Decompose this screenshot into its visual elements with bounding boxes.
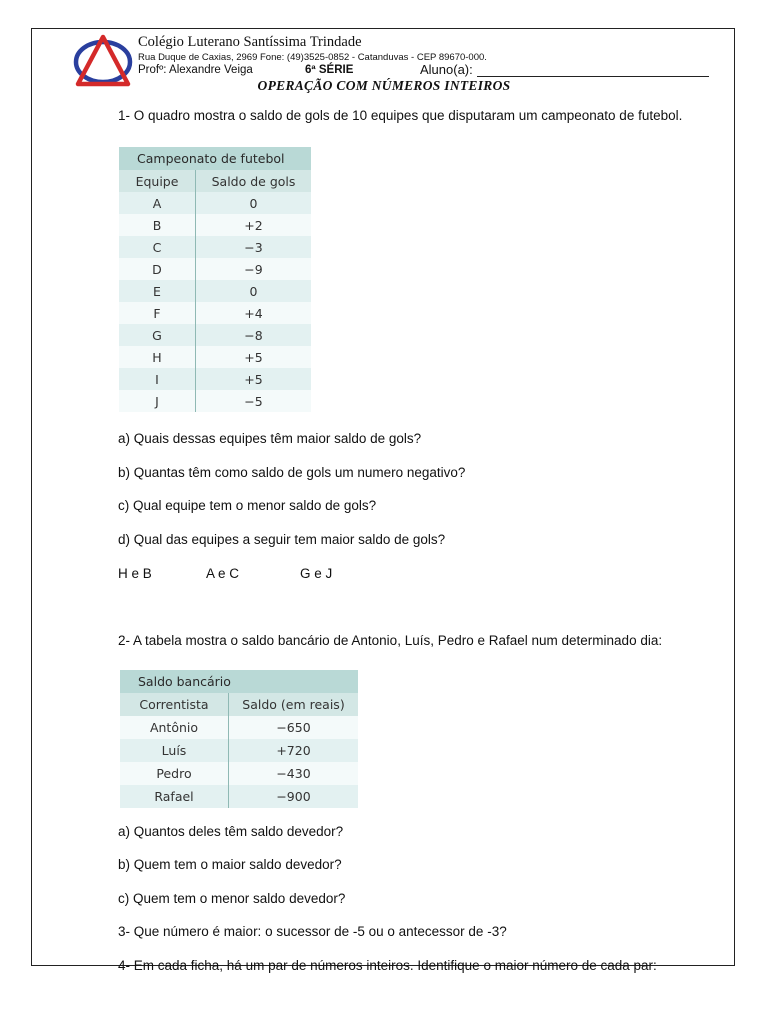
bank-table: [120, 670, 358, 808]
team-cell: H: [119, 346, 196, 368]
document-title: OPERAÇÃO COM NÚMEROS INTEIROS: [257, 78, 511, 93]
football-header-goals: Saldo de gols: [196, 170, 312, 192]
question-2c: c) Quem tem o menor saldo devedor?: [118, 891, 346, 906]
question-2-prompt: 2- A tabela mostra o saldo bancário de Antonio, Luís, Pedro e Rafael num determinado dia:: [118, 633, 663, 648]
student-label: Aluno(a):: [420, 62, 473, 77]
team-cell: F: [119, 302, 196, 324]
table-row: [120, 739, 358, 762]
goals-cell: −3: [196, 236, 312, 258]
professor-name: Profº: Alexandre Veiga: [138, 64, 253, 76]
goals-cell: +5: [196, 346, 312, 368]
table-row: [119, 214, 311, 236]
option-1: H e B: [118, 566, 152, 581]
team-cell: B: [119, 214, 196, 236]
bank-table-caption: Saldo bancário: [120, 670, 358, 693]
football-table-caption: Campeonato de futebol: [119, 147, 311, 170]
football-header-team: Equipe: [119, 170, 196, 192]
question-2a: a) Quantos deles têm saldo devedor?: [118, 824, 344, 839]
question-2b: b) Quem tem o maior saldo devedor?: [118, 857, 342, 872]
grade-label: 6ª SÉRIE: [305, 64, 354, 76]
question-1a: a) Quais dessas equipes têm maior saldo de gols?: [118, 431, 422, 446]
goals-cell: +5: [196, 368, 312, 390]
table-row: [119, 280, 311, 302]
team-cell: D: [119, 258, 196, 280]
team-cell: I: [119, 368, 196, 390]
goals-cell: 0: [196, 192, 312, 214]
table-row: [120, 762, 358, 785]
student-name-line[interactable]: [477, 64, 709, 77]
team-cell: J: [119, 390, 196, 412]
goals-cell: −5: [196, 390, 312, 412]
question-1d: d) Qual das equipes a seguir tem maior saldo de gols?: [118, 532, 446, 547]
goals-cell: +2: [196, 214, 312, 236]
question-4: 4- Em cada ficha, há um par de números inteiros. Identifique o maior número de cada par:: [118, 958, 657, 973]
table-row: [119, 390, 311, 412]
option-2: A e C: [206, 566, 240, 581]
table-row: [119, 192, 311, 214]
table-row: [119, 346, 311, 368]
table-row: [119, 368, 311, 390]
question-1b: b) Quantas têm como saldo de gols um numero negativo?: [118, 465, 466, 480]
question-3: 3- Que número é maior: o sucessor de -5 ou o antecessor de -3?: [118, 924, 507, 939]
table-row: [119, 302, 311, 324]
bank-header-balance: Saldo (em reais): [229, 693, 359, 716]
balance-cell: −430: [229, 762, 359, 785]
question-1-prompt: 1- O quadro mostra o saldo de gols de 10 equipes que disputaram um campeonato de futebol.: [118, 108, 683, 123]
goals-cell: −9: [196, 258, 312, 280]
question-1d-options: [118, 566, 332, 581]
school-name: Colégio Luterano Santíssima Trindade: [138, 34, 362, 50]
question-1c: c) Qual equipe tem o menor saldo de gols?: [118, 498, 377, 513]
table-row: [119, 324, 311, 346]
option-3: G e J: [300, 566, 333, 581]
balance-cell: −650: [229, 716, 359, 739]
table-row: [119, 258, 311, 280]
football-table: [119, 147, 311, 412]
table-row: [120, 716, 358, 739]
student-field: [420, 62, 709, 77]
table-row: [120, 785, 358, 808]
goals-cell: −8: [196, 324, 312, 346]
balance-cell: +720: [229, 739, 359, 762]
team-cell: A: [119, 192, 196, 214]
school-address: Rua Duque de Caxias, 2969 Fone: (49)3525-0852 - Catanduvas - CEP 89670-000.: [138, 52, 487, 63]
team-cell: E: [119, 280, 196, 302]
table-row: [119, 236, 311, 258]
team-cell: C: [119, 236, 196, 258]
balance-cell: −900: [229, 785, 359, 808]
holder-cell: Antônio: [120, 716, 229, 739]
bank-header-holder: Correntista: [120, 693, 229, 716]
team-cell: G: [119, 324, 196, 346]
holder-cell: Pedro: [120, 762, 229, 785]
holder-cell: Rafael: [120, 785, 229, 808]
goals-cell: +4: [196, 302, 312, 324]
goals-cell: 0: [196, 280, 312, 302]
holder-cell: Luís: [120, 739, 229, 762]
